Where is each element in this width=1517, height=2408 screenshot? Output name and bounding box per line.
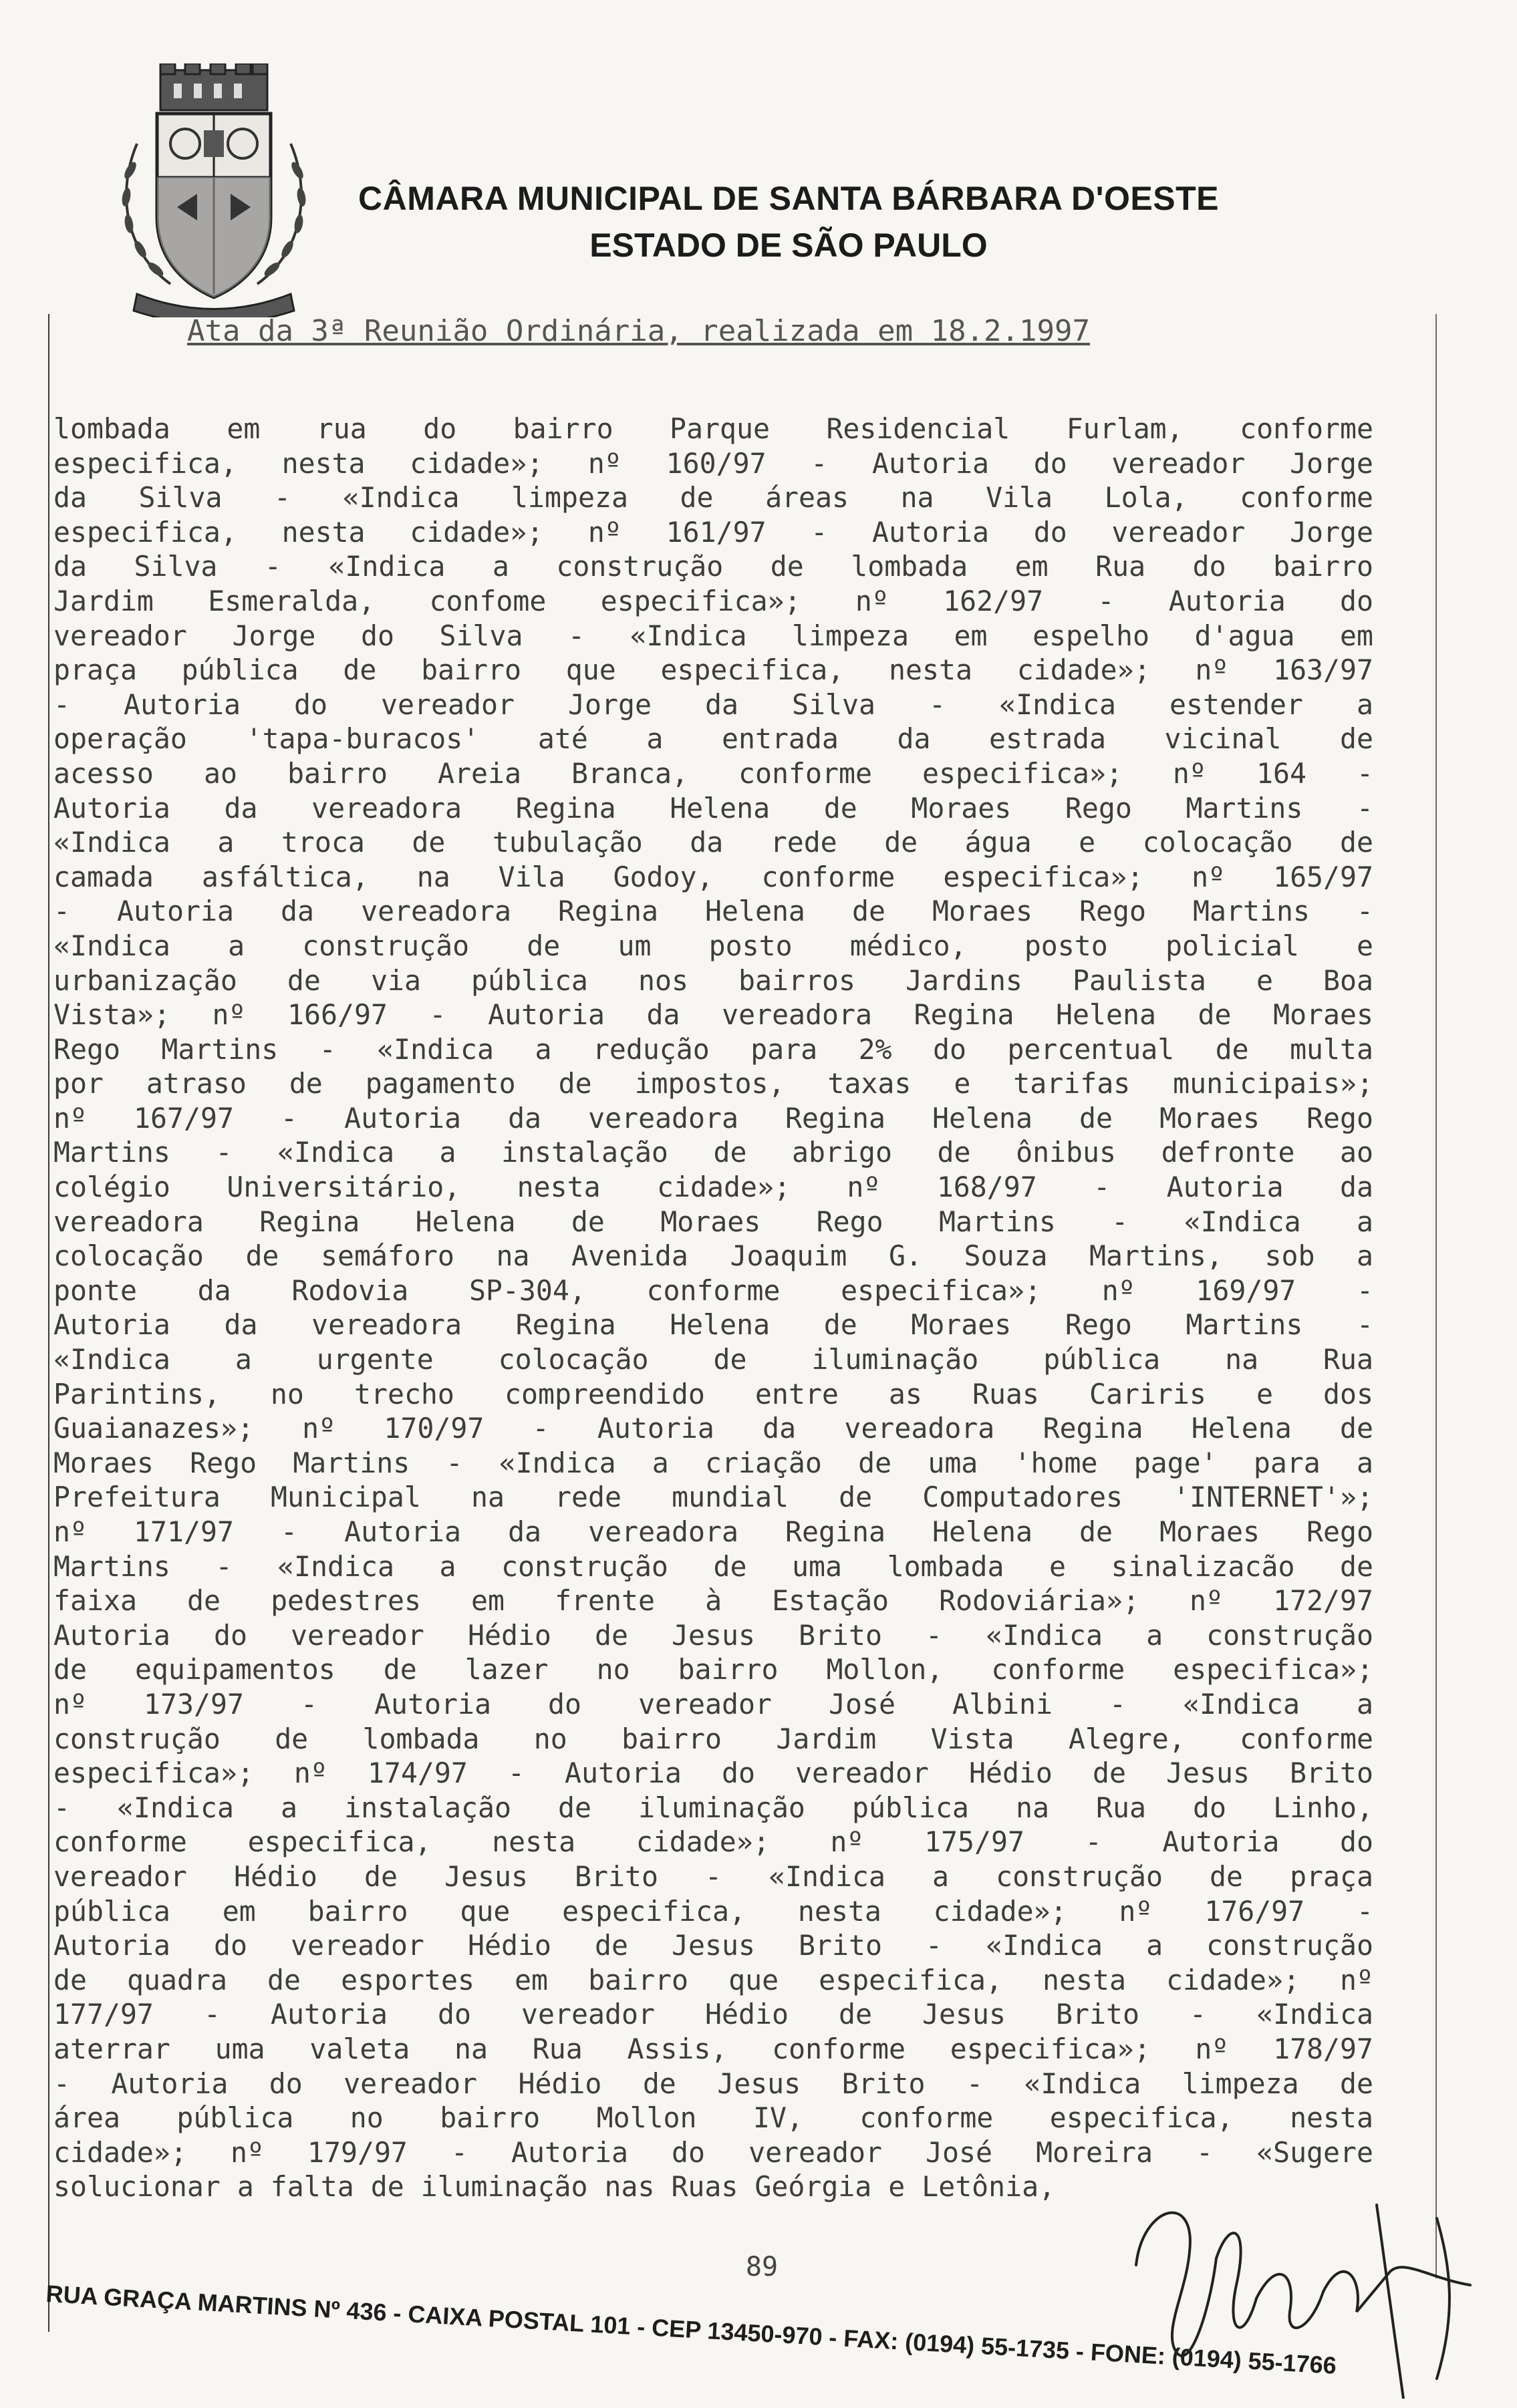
footer-address: RUA GRAÇA MARTINS Nº 436 - CAIXA POSTAL 101 - CEP 13450-970 - FAX: (0194) 55-1735 - FONE: (0194) 55-1766 xyxy=(45,2280,1337,2379)
body-line: Autoria do vereador Hédio de Jesus Brito - «Indica a construção xyxy=(53,1929,1373,1962)
body-line: de quadra de esportes em bairro que especifica, nesta cidade»; nº xyxy=(53,1963,1373,1996)
minutes-body xyxy=(53,412,1373,2204)
body-line: Moraes Rego Martins - «Indica a criação de uma 'home page' para a xyxy=(53,1446,1373,1479)
body-line: - Autoria da vereadora Regina Helena de Moraes Rego Martins - xyxy=(53,895,1373,928)
body-line: da Silva - «Indica limpeza de áreas na Vila Lola, conforme xyxy=(53,481,1373,514)
body-line: Jardim Esmeralda, confome especifica»; nº 162/97 - Autoria do xyxy=(53,584,1373,617)
body-line: ponte da Rodovia SP-304, conforme especifica»; nº 169/97 - xyxy=(53,1273,1373,1307)
body-line: Autoria da vereadora Regina Helena de Moraes Rego Martins - xyxy=(53,791,1373,824)
body-line: Prefeitura Municipal na rede mundial de Computadores 'INTERNET'»; xyxy=(53,1481,1373,1514)
body-line: área pública no bairro Mollon IV, conforme especifica, nesta xyxy=(53,2101,1373,2135)
state-name: ESTADO DE SÃO PAULO xyxy=(589,227,988,264)
body-line: Parintins, no trecho compreendido entre as Ruas Cariris e dos xyxy=(53,1377,1373,1410)
body-line: Autoria da vereadora Regina Helena de Moraes Rego Martins - xyxy=(53,1308,1373,1342)
body-line: vereador Hédio de Jesus Brito - «Indica a construção de praça xyxy=(53,1859,1373,1893)
body-line: colégio Universitário, nesta cidade»; nº 168/97 - Autoria da xyxy=(53,1171,1373,1204)
coat-of-arms-icon xyxy=(110,63,317,317)
body-line: especifica»; nº 174/97 - Autoria do vereador Hédio de Jesus Brito xyxy=(53,1757,1373,1790)
body-line: nº 167/97 - Autoria da vereadora Regina Helena de Moraes Rego xyxy=(53,1101,1373,1135)
body-line: especifica, nesta cidade»; nº 161/97 - Autoria do vereador Jorge xyxy=(53,515,1373,549)
body-line: Martins - «Indica a construção de uma lombada e sinalizacão de xyxy=(53,1549,1373,1583)
body-line: - Autoria do vereador Jorge da Silva - «Indica estender a xyxy=(53,688,1373,721)
body-line: nº 171/97 - Autoria da vereadora Regina Helena de Moraes Rego xyxy=(53,1515,1373,1548)
body-line: - Autoria do vereador Hédio de Jesus Brito - «Indica limpeza de xyxy=(53,2067,1373,2100)
body-line: operação 'tapa-buracos' até a entrada da estrada vicinal de xyxy=(53,722,1373,756)
body-line: urbanização de via pública nos bairros Jardins Paulista e Boa xyxy=(53,963,1373,997)
body-line: construção de lombada no bairro Jardim Vista Alegre, conforme xyxy=(53,1722,1373,1755)
body-line: Vista»; nº 166/97 - Autoria da vereadora Regina Helena de Moraes xyxy=(53,998,1373,1032)
body-line: - «Indica a instalação de iluminação pública na Rua do Linho, xyxy=(53,1791,1373,1824)
body-line: «Indica a urgente colocação de iluminação pública na Rua xyxy=(53,1343,1373,1376)
body-line: Guaianazes»; nº 170/97 - Autoria da vereadora Regina Helena de xyxy=(53,1412,1373,1445)
body-line: «Indica a construção de um posto médico, posto policial e xyxy=(53,929,1373,962)
body-line: conforme especifica, nesta cidade»; nº 175/97 - Autoria do xyxy=(53,1825,1373,1859)
signature-icon xyxy=(1123,2178,1497,2399)
body-line: colocação de semáforo na Avenida Joaquim G. Souza Martins, sob a xyxy=(53,1239,1373,1273)
meeting-title: Ata da 3ª Reunião Ordinária, realizada em 18.2.1997 xyxy=(187,314,1091,348)
body-line: da Silva - «Indica a construção de lombada em Rua do bairro xyxy=(53,550,1373,583)
body-line: nº 173/97 - Autoria do vereador José Albini - «Indica a xyxy=(53,1687,1373,1720)
body-line: vereadora Regina Helena de Moraes Rego Martins - «Indica a xyxy=(53,1205,1373,1238)
body-line: acesso ao bairro Areia Branca, conforme especifica»; nº 164 - xyxy=(53,756,1373,790)
body-line: Martins - «Indica a instalação de abrigo de ônibus defronte ao xyxy=(53,1136,1373,1169)
right-margin-rule xyxy=(1435,314,1437,2278)
body-line: aterrar uma valeta na Rua Assis, conforme especifica»; nº 178/97 xyxy=(53,2032,1373,2065)
body-line: Rego Martins - «Indica a redução para 2% do percentual de multa xyxy=(53,1032,1373,1066)
body-line: camada asfáltica, na Vila Godoy, conforme especifica»; nº 165/97 xyxy=(53,860,1373,893)
body-line: especifica, nesta cidade»; nº 160/97 - Autoria do vereador Jorge xyxy=(53,446,1373,480)
page-number: 89 xyxy=(745,2252,779,2282)
body-line: solucionar a falta de iluminação nas Ruas Geórgia e Letônia, xyxy=(53,2170,1056,2204)
body-line: de equipamentos de lazer no bairro Mollon, conforme especifica»; xyxy=(53,1653,1373,1686)
body-line: por atraso de pagamento de impostos, taxas e tarifas municipais»; xyxy=(53,1067,1373,1100)
left-margin-rule xyxy=(48,314,49,2332)
body-line: cidade»; nº 179/97 - Autoria do vereador José Moreira - «Sugere xyxy=(53,2135,1373,2169)
body-line: «Indica a troca de tubulação da rede de água e colocação de xyxy=(53,826,1373,859)
body-line: vereador Jorge do Silva - «Indica limpeza em espelho d'agua em xyxy=(53,619,1373,652)
body-line: pública em bairro que especifica, nesta cidade»; nº 176/97 - xyxy=(53,1894,1373,1928)
body-line: lombada em rua do bairro Parque Residencial Furlam, conforme xyxy=(53,412,1373,445)
body-line: 177/97 - Autoria do vereador Hédio de Jesus Brito - «Indica xyxy=(53,1998,1373,2031)
institution-name: CÂMARA MUNICIPAL DE SANTA BÁRBARA D'OESTE xyxy=(358,180,1219,217)
body-line: praça pública de bairro que especifica, nesta cidade»; nº 163/97 xyxy=(53,653,1373,687)
body-line: faixa de pedestres em frente à Estação Rodoviária»; nº 172/97 xyxy=(53,1584,1373,1618)
body-line: Autoria do vereador Hédio de Jesus Brito - «Indica a construção xyxy=(53,1618,1373,1652)
